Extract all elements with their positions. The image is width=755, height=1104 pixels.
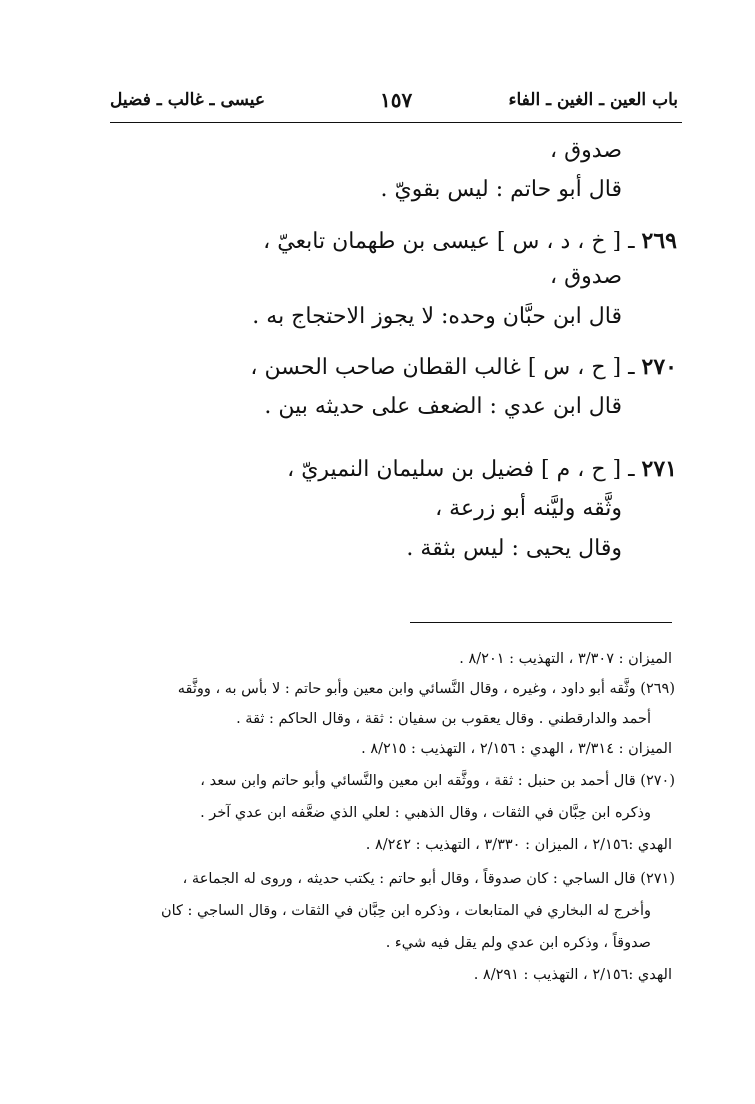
main-line: قال ابن عدي : الضعف على حديثه بين .: [264, 394, 622, 419]
main-line: وثَّقه وليَّنه أبو زرعة ،: [435, 496, 622, 521]
footnote-line: الميزان : ٣/٣٠٧ ، التهذيب : ٨/٢٠١ .: [459, 651, 672, 667]
main-line: صدوق ،: [549, 264, 622, 289]
footnote-divider: [410, 622, 672, 623]
footnote-line: الميزان : ٣/٣١٤ ، الهدي : ٢/١٥٦ ، التهذيب : ٨/٢١٥ .: [361, 741, 672, 757]
main-line: قال أبو حاتم : ليس بقويّ .: [380, 177, 622, 202]
footnote-line: أحمد والدارقطني . وقال يعقوب بن سفيان : ثقة ، وقال الحاكم : ثقة .: [236, 711, 651, 727]
footnote-line: صدوقاً ، وذكره ابن عدي ولم يقل فيه شيء .: [385, 935, 651, 951]
footnote-line: (٢٧١) قال الساجي : كان صدوقاً ، وقال أبو حاتم : يكتب حديثه ، وروى له الجماعة ،: [182, 871, 675, 887]
footnote-line: الهدي :٢/١٥٦ ، التهذيب : ٨/٢٩١ .: [473, 967, 672, 983]
page-number: ١٥٧: [380, 88, 413, 112]
header-chapter-title: باب العين ـ الغين ـ الفاء: [508, 90, 678, 110]
main-line: صدوق ،: [549, 138, 622, 163]
entry-number: ٢٧١: [641, 456, 677, 482]
footnote-line: وأخرج له البخاري في المتابعات ، وذكره ابن حِبَّان في الثقات ، وقال الساجي : كان: [160, 903, 651, 919]
entry-heading-269: ٢٦٩ ـ [ خ ، د ، س ] عيسى بن طهمان تابعيّ ،: [263, 228, 677, 254]
header-divider: [110, 122, 682, 123]
main-line: وقال يحيى : ليس بثقة .: [406, 536, 622, 561]
footnote-line: (٢٦٩) وثَّقه أبو داود ، وغيره ، وقال النَّسائي وابن معين وأبو حاتم : لا بأس به ، ووثَّقه: [177, 681, 675, 697]
entry-heading-270: ٢٧٠ ـ [ ح ، س ] غالب القطان صاحب الحسن ،: [250, 354, 677, 380]
entry-number: ٢٧٠: [641, 354, 677, 380]
entry-heading-271: ٢٧١ ـ [ ح ، م ] فضيل بن سليمان النميريّ ،: [287, 456, 677, 482]
footnote-line: (٢٧٠) قال أحمد بن حنبل : ثقة ، ووثَّقه ابن معين والنَّسائي وأبو حاتم وابن سعد ،: [200, 773, 675, 789]
footnote-line: وذكره ابن حِبَّان في الثقات ، وقال الذهبي : لعلي الذي ضعَّفه ابن عدي آخر .: [200, 805, 651, 821]
footnote-line: الهدي :٢/١٥٦ ، الميزان : ٣/٣٣٠ ، التهذيب : ٨/٢٤٢ .: [365, 837, 672, 853]
main-line: قال ابن حبَّان وحده: لا يجوز الاحتجاج به .: [252, 304, 622, 329]
page-header: [110, 88, 678, 122]
entry-number: ٢٦٩: [641, 228, 677, 254]
header-entry-names: عيسى ـ غالب ـ فضيل: [110, 90, 266, 110]
